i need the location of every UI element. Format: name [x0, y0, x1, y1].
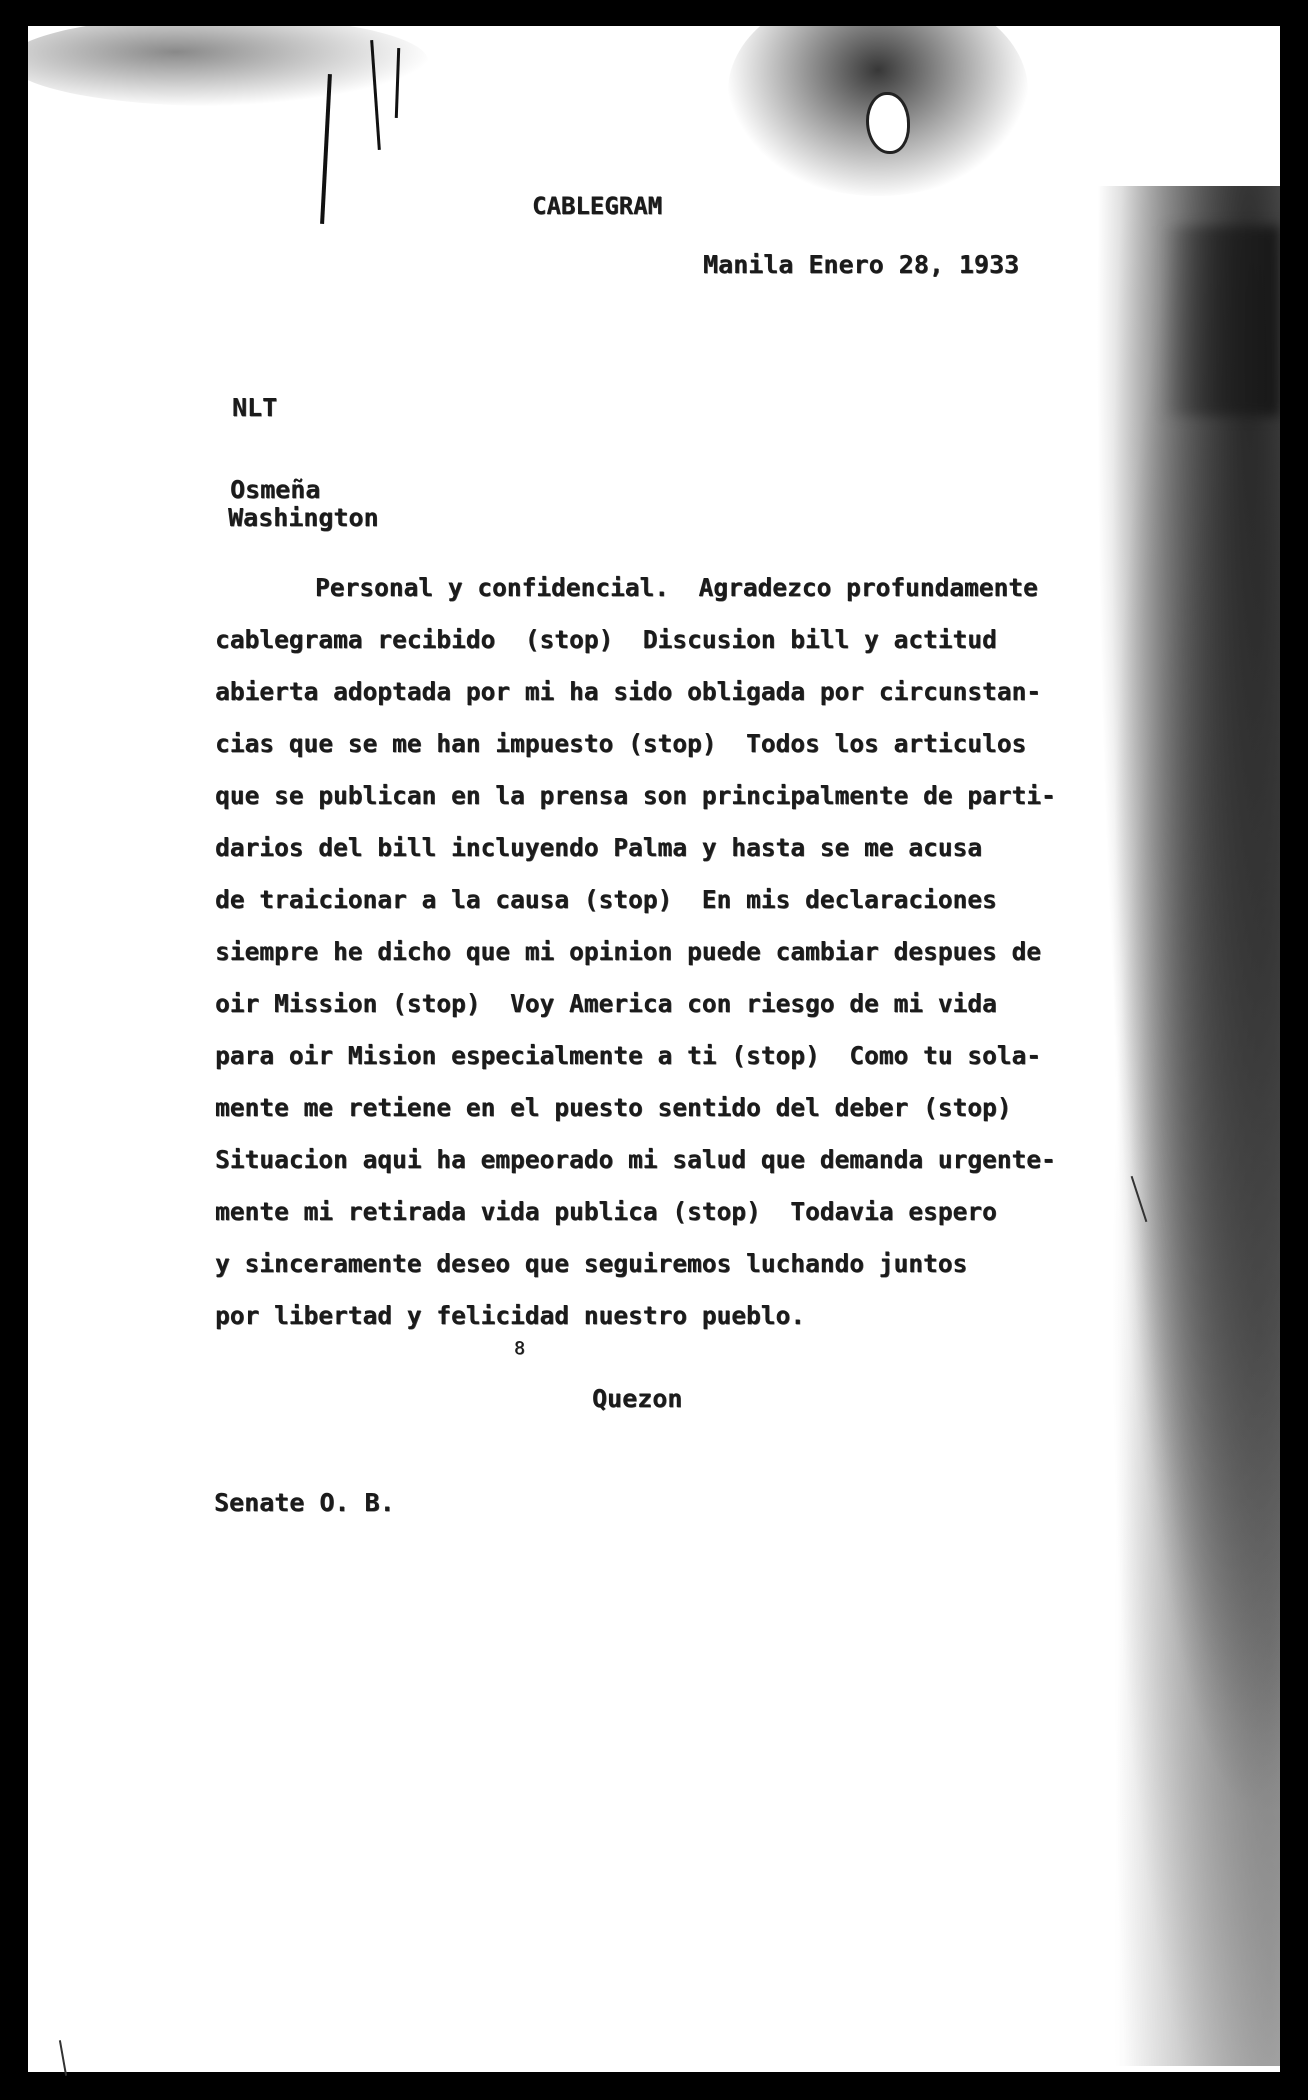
- pen-stroke: [320, 74, 332, 224]
- body-line: que se publican en la prensa son principalmente de parti-: [215, 781, 1056, 810]
- body-line: y sinceramente deseo que seguiremos luchando juntos: [215, 1249, 968, 1278]
- body-line: mente mi retirada vida publica (stop) Todavia espero: [215, 1197, 997, 1226]
- document-heading: CABLEGRAM: [532, 192, 663, 220]
- punch-hole: [866, 92, 910, 154]
- date-line: Manila Enero 28, 1933: [703, 250, 1020, 279]
- addressee-name: Osmeña: [230, 475, 321, 504]
- body-line: para oir Mision especialmente a ti (stop) Como tu sola-: [215, 1041, 1042, 1070]
- body-line: cablegrama recibido (stop) Discusion bill y actitud: [215, 625, 997, 654]
- body-line: por libertad y felicidad nuestro pueblo.: [215, 1301, 806, 1330]
- body-line: de traicionar a la causa (stop) En mis declaraciones: [215, 885, 997, 914]
- addressee-city: Washington: [228, 503, 379, 532]
- body-line: oir Mission (stop) Voy America con riesgo de mi vida: [215, 989, 997, 1018]
- signature: Quezon: [592, 1384, 683, 1413]
- body-line: darios del bill incluyendo Palma y hasta se me acusa: [215, 833, 983, 862]
- service-code: NLT: [232, 393, 278, 422]
- body-line: cias que se me han impuesto (stop) Todos los articulos: [215, 729, 1027, 758]
- body-line: mente me retiene en el puesto sentido del deber (stop): [215, 1093, 1012, 1122]
- sheet-number: 8: [514, 1338, 525, 1359]
- scan-edge-shadow: [1160, 226, 1280, 416]
- routing-note: Senate O. B.: [214, 1488, 395, 1517]
- body-line: Personal y confidencial. Agradezco profundamente: [315, 573, 1038, 602]
- message-body: [215, 562, 1195, 1342]
- body-line: siempre he dicho que mi opinion puede cambiar despues de: [215, 937, 1042, 966]
- pen-stroke: [395, 48, 400, 118]
- pen-stroke: [370, 40, 381, 150]
- body-line: abierta adoptada por mi ha sido obligada por circunstan-: [215, 677, 1042, 706]
- body-line: Situacion aqui ha empeorado mi salud que demanda urgente-: [215, 1145, 1056, 1174]
- scan-smudge: [28, 26, 428, 106]
